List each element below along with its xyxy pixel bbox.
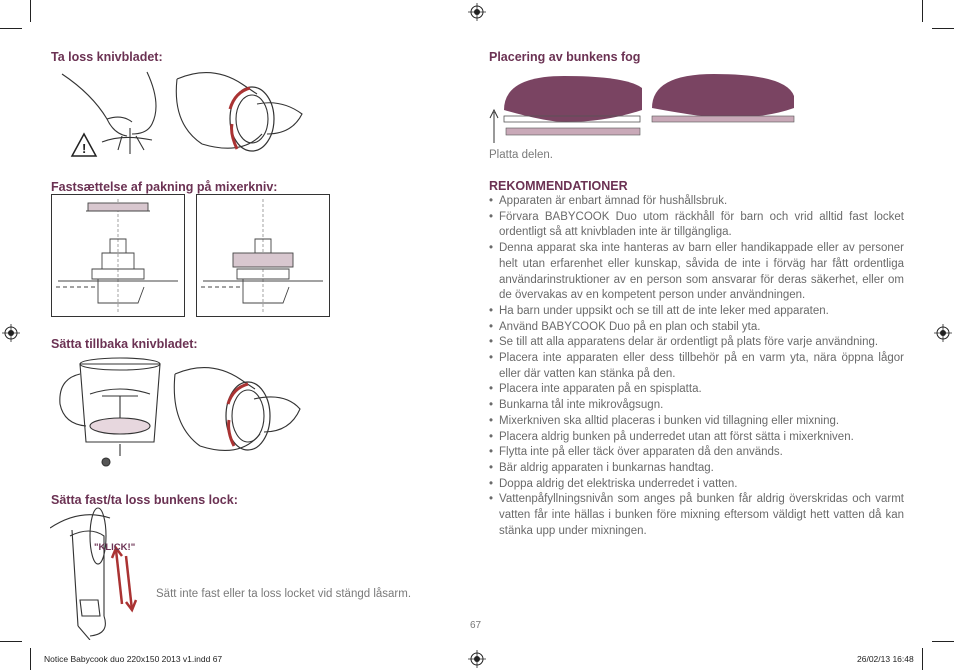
list-item: • Använd BABYCOOK Duo på en plan och stabil yta.	[489, 320, 904, 336]
section-heading-lid: Sätta fast/ta loss bunkens lock:	[51, 493, 238, 507]
refit-blade-illustration	[60, 358, 300, 466]
list-item: • Placera aldrig bunken på underredet utan att först sätta i mixerkniven.	[489, 430, 904, 446]
list-item: • Mixerkniven ska alltid placeras i bunken vid tillagning eller mixning.	[489, 414, 904, 430]
crop-mark	[922, 0, 923, 22]
lid-lock-illustration	[50, 506, 160, 640]
page-number: 67	[470, 620, 482, 631]
gasket-figure-right	[196, 194, 330, 317]
gasket-figure-left	[51, 194, 185, 317]
section-heading-remove-blade: Ta loss knivbladet:	[51, 50, 163, 64]
seal-placement-illustration	[486, 68, 806, 148]
crop-mark	[922, 648, 923, 670]
section-heading-seal: Placering av bunkens fog	[489, 50, 641, 64]
list-item: • Bär aldrig apparaten i bunkarnas handtag.	[489, 461, 904, 477]
crop-mark	[30, 648, 31, 670]
list-item: • Doppa aldrig det elektriska underredet i vatten.	[489, 477, 904, 493]
list-item: • Denna apparat ska inte hanteras av barn eller handikappade eller av personer helt utan erfarenhet eller kunskap, såvida de inte i förväg har fått ordentliga användarinstruktioner av en person som ansvarar för deras säkerhet, eller om de övervakas av en kompetent person under användningen.	[489, 241, 904, 304]
klick-label: "KLICK!"	[94, 542, 136, 553]
recommendations-list	[489, 194, 904, 539]
list-item: • Ha barn under uppsikt och se till att de inte leker med apparaten.	[489, 304, 904, 320]
crop-mark	[932, 28, 954, 29]
recommendations-heading: REKOMMENDATIONER	[489, 179, 628, 193]
list-item: • Placera inte apparaten eller dess tillbehör på en varm yta, nära öppna lågor eller där vatten kan stänka på den.	[489, 351, 904, 382]
list-item: • Flytta inte på eller täck över apparaten då den används.	[489, 445, 904, 461]
list-item: • Förvara BABYCOOK Duo utom räckhåll för barn och vrid alltid fast locket ordentligt så att knivbladen inte är tillgängliga.	[489, 210, 904, 241]
list-item: • Bunkarna tål inte mikrovågsugn.	[489, 398, 904, 414]
section-heading-refit-blade: Sätta tillbaka knivbladet:	[51, 337, 198, 351]
seal-caption: Platta delen.	[489, 149, 553, 161]
registration-mark-icon	[468, 3, 486, 21]
remove-blade-illustration	[52, 64, 312, 164]
list-item: • Apparaten är enbart ämnad för hushållsbruk.	[489, 194, 904, 210]
crop-mark	[0, 641, 22, 642]
crop-mark	[932, 641, 954, 642]
registration-mark-icon	[468, 650, 486, 668]
crop-mark	[30, 0, 31, 22]
footer-date: 26/02/13 16:48	[857, 654, 914, 664]
registration-mark-icon	[934, 324, 952, 342]
crop-mark	[0, 28, 22, 29]
list-item: • Vattenpåfyllningsnivån som anges på bunken får aldrig överskridas och varmt vatten får inte hällas i bunken före mixning eftersom väldigt hett vatten då kan stänka upp under mixningen.	[489, 492, 904, 539]
svg-text:!: !	[82, 141, 87, 156]
lid-caption: Sätt inte fast eller ta loss locket vid stängd låsarm.	[156, 588, 412, 600]
footer-file-info: Notice Babycook duo 220x150 2013 v1.indd 67	[44, 654, 223, 664]
list-item: • Se till att alla apparatens delar är ordentligt på plats före varje användning.	[489, 335, 904, 351]
list-item: • Placera inte apparaten på en spisplatta.	[489, 382, 904, 398]
registration-mark-icon	[2, 324, 20, 342]
section-heading-gasket: Fastsættelse af pakning på mixerkniv:	[51, 180, 278, 194]
